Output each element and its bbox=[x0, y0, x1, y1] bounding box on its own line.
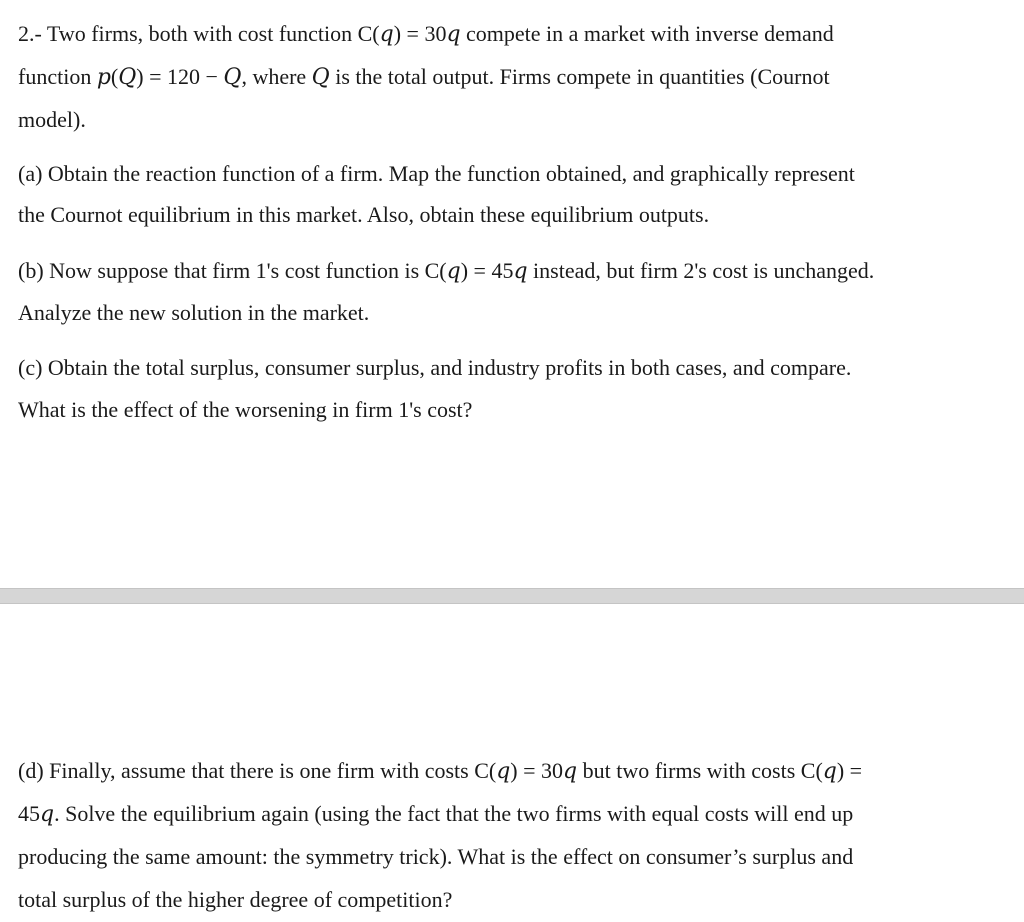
problem-intro bbox=[18, 12, 998, 141]
document-page-2 bbox=[0, 604, 1024, 922]
text-line: function 𝑝(𝑄) = 120 − 𝑄, where 𝑄 is the total output. Firms compete in quantities (Cournot bbox=[18, 64, 830, 89]
text-line: total surplus of the higher degree of competition? bbox=[18, 887, 453, 912]
part-d bbox=[18, 749, 998, 921]
part-c bbox=[18, 347, 998, 431]
page-separator bbox=[0, 588, 1024, 604]
text-line: Analyze the new solution in the market. bbox=[18, 300, 370, 325]
text-line: model). bbox=[18, 107, 86, 132]
text-line: (b) Now suppose that firm 1's cost function is C(𝑞) = 45𝑞 instead, but firm 2's cost is unchanged. bbox=[18, 258, 875, 283]
text-line: producing the same amount: the symmetry trick). What is the effect on consumer’s surplus and bbox=[18, 844, 854, 869]
text-line: What is the effect of the worsening in firm 1's cost? bbox=[18, 397, 473, 422]
part-a bbox=[18, 153, 998, 235]
text-line: (c) Obtain the total surplus, consumer surplus, and industry profits in both cases, and compare. bbox=[18, 355, 852, 380]
text-line: 2.- Two firms, both with cost function C(𝑞) = 30𝑞 compete in a market with inverse demand bbox=[18, 21, 834, 46]
part-b bbox=[18, 250, 998, 334]
text-line: (a) Obtain the reaction function of a firm. Map the function obtained, and graphically represent bbox=[18, 161, 855, 186]
text-line: the Cournot equilibrium in this market. Also, obtain these equilibrium outputs. bbox=[18, 202, 710, 227]
text-line: 45𝑞. Solve the equilibrium again (using the fact that the two firms with equal costs will end up bbox=[18, 801, 854, 826]
text-line: (d) Finally, assume that there is one firm with costs C(𝑞) = 30𝑞 but two firms with costs C(𝑞) = bbox=[18, 758, 863, 783]
